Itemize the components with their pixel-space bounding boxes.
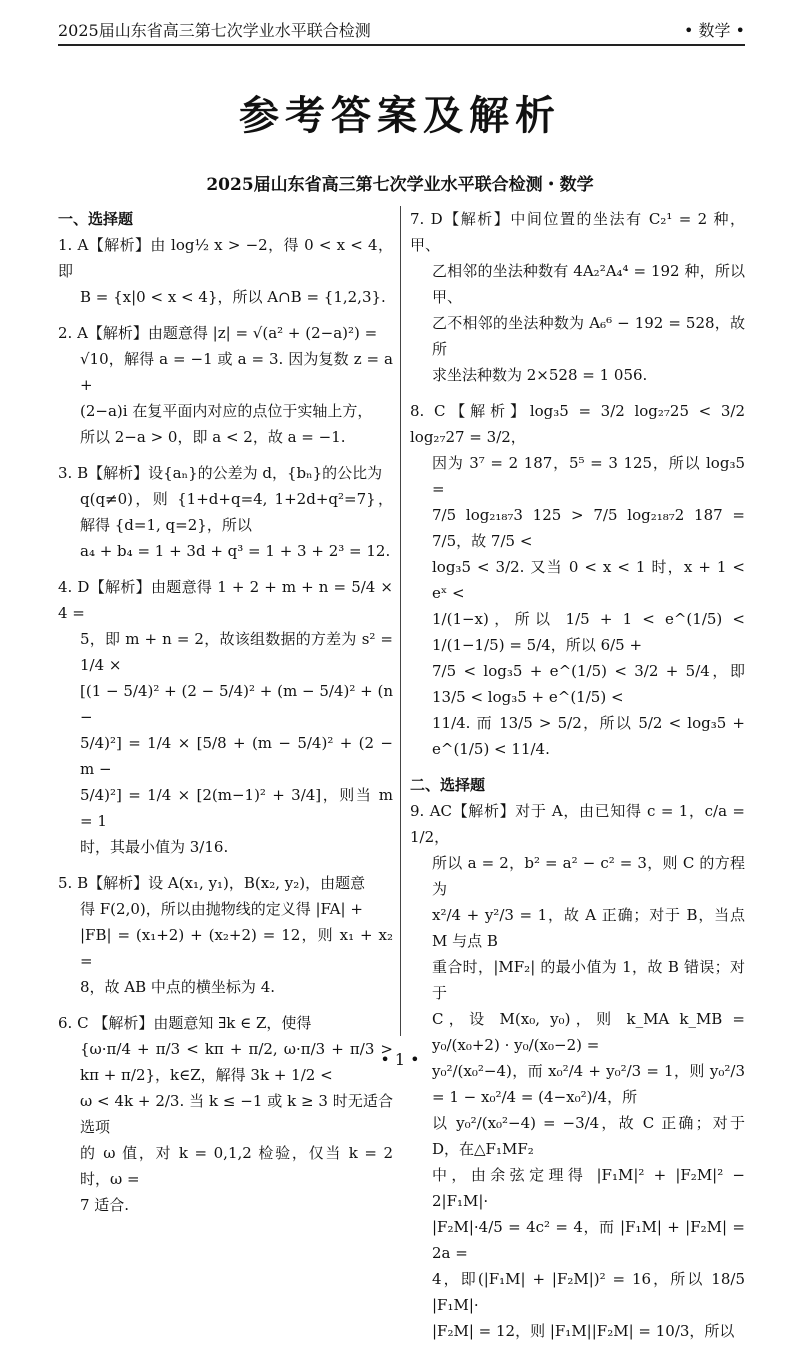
answer-line: 时，其最小值为 3/16. xyxy=(80,838,229,856)
answer-line: 以 y₀²/(x₀²−4) = −3/4，故 C 正确；对于 D，在△F₁MF₂ xyxy=(432,1114,745,1158)
answer-line: C，设 M(x₀, y₀)，则 k_MA k_MB = y₀/(x₀+2) · y₀/(x₀−2) = xyxy=(432,1010,745,1054)
answer-line: (2−a)i 在复平面内对应的点位于实轴上方， xyxy=(80,402,373,420)
section-heading-multi-choice: 二、选择题 xyxy=(410,776,486,794)
page-number: • 1 • xyxy=(380,1050,420,1069)
answer-line: 7/5 log₂₁₈₇3 125 > 7/5 log₂₁₈₇2 187 = 7/5，故 7/5 < xyxy=(432,506,745,550)
answer-line: 5/4)²] = 1/4 × [5/8 + (m − 5/4)² + (2 − m − xyxy=(80,734,393,778)
answer-line: q(q≠0)，则 {1+d+q=4, 1+2d+q²=7}，解得 {d=1, q=2}，所以 xyxy=(80,490,393,534)
answer-line: a₄ + b₄ = 1 + 3d + q³ = 1 + 3 + 2³ = 12. xyxy=(80,542,391,560)
answer-line: 5，即 m + n = 2，故该组数据的方差为 s² = 1/4 × xyxy=(80,630,393,674)
answer-line: {ω·π/4 + π/3 < kπ + π/2, ω·π/3 + π/3 > kπ + π/2}，k∈Z，解得 3k + 1/2 < xyxy=(80,1040,393,1084)
answer-line: 6. C 【解析】由题意知 ∃k ∈ Z，使得 xyxy=(58,1014,312,1032)
answer-line: 4. D【解析】由题意得 1 + 2 + m + n = 5/4 × 4 = xyxy=(58,578,393,622)
answer-line: [(1 − 5/4)² + (2 − 5/4)² + (m − 5/4)² + (n − xyxy=(80,682,393,726)
answer-line: 9. AC【解析】对于 A，由已知得 c = 1，c/a = 1/2， xyxy=(410,802,745,846)
answer-line: 的 ω 值，对 k = 0,1,2 检验，仅当 k = 2 时，ω = xyxy=(80,1144,393,1188)
answer-line: 8，故 AB 中点的横坐标为 4. xyxy=(80,978,276,996)
page-header xyxy=(58,14,745,44)
answer-item-7 xyxy=(410,206,745,388)
answer-line: 1. A【解析】由 log½ x > −2，得 0 < x < 4，即 xyxy=(58,236,393,280)
page-title: 参考答案及解析 xyxy=(239,93,561,139)
answer-line: 4，即(|F₁M| + |F₂M|)² = 16，所以 18/5 |F₁M|· xyxy=(432,1270,745,1314)
answer-line: 3. B【解析】设{aₙ}的公差为 d，{bₙ}的公比为 xyxy=(58,464,383,482)
answer-line: 乙不相邻的坐法种数为 A₆⁶ − 192 = 528，故所 xyxy=(432,314,745,358)
answer-line: |F₂M|·4/5 = 4c² = 4，而 |F₁M| + |F₂M| = 2a = xyxy=(432,1218,745,1262)
answer-line: 因为 3⁷ = 2 187，5⁵ = 3 125，所以 log₃5 = xyxy=(432,454,745,498)
answer-line: 求坐法种数为 2×528 = 1 056. xyxy=(432,366,648,384)
answer-line: ω < 4k + 2/3. 当 k ≤ −1 或 k ≥ 3 时无适合选项 xyxy=(80,1092,393,1136)
answer-line: B = {x|0 < x < 4}，所以 A∩B = {1,2,3}. xyxy=(80,288,386,306)
answer-item-9 xyxy=(410,798,745,1344)
answer-line: 重合时，|MF₂| 的最小值为 1，故 B 错误；对于 xyxy=(432,958,745,1002)
answer-line: 7 适合. xyxy=(80,1196,130,1214)
answer-item-2 xyxy=(58,320,393,450)
answer-item-6 xyxy=(58,1010,393,1218)
left-column xyxy=(58,206,393,1228)
answer-line: 7/5 < log₃5 + e^(1/5) < 3/2 + 5/4，即 13/5 < log₃5 + e^(1/5) < xyxy=(432,662,745,706)
answer-line: 5/4)²] = 1/4 × [2(m−1)² + 3/4]，则当 m = 1 xyxy=(80,786,393,830)
answer-line: 8. C【解析】log₃5 = 3/2 log₂₇25 < 3/2 log₂₇27 = 3/2， xyxy=(410,402,745,446)
answer-line: y₀²/(x₀²−4)，而 x₀²/4 + y₀²/3 = 1，则 y₀²/3 = 1 − x₀²/4 = (4−x₀²)/4，所 xyxy=(432,1062,745,1106)
answer-line: 得 F(2,0)，所以由抛物线的定义得 |FA| + xyxy=(80,900,363,918)
answer-item-5 xyxy=(58,870,393,1000)
answer-item-4 xyxy=(58,574,393,860)
answer-line: 11/4. 而 13/5 > 5/2，所以 5/2 < log₃5 + e^(1/5) < 11/4. xyxy=(432,714,745,758)
answer-item-3 xyxy=(58,460,393,564)
header-exam-name: 2025届山东省高三第七次学业水平联合检测 xyxy=(58,20,371,40)
answer-line: |FB| = (x₁+2) + (x₂+2) = 12，则 x₁ + x₂ = xyxy=(80,926,393,970)
answer-item-1 xyxy=(58,232,393,310)
header-subject: • 数学 • xyxy=(683,20,745,40)
answer-line: 7. D【解析】中间位置的坐法有 C₂¹ = 2 种，甲、 xyxy=(410,210,745,254)
answer-line: 所以 a = 2，b² = a² − c² = 3，则 C 的方程为 xyxy=(432,854,745,898)
answer-line: 中，由余弦定理得 |F₁M|² + |F₂M|² − 2|F₁M|· xyxy=(432,1166,745,1210)
answer-item-8 xyxy=(410,398,745,762)
page-subtitle: 2025届山东省高三第七次学业水平联合检测・数学 xyxy=(206,175,594,195)
answer-line: 5. B【解析】设 A(x₁, y₁)，B(x₂, y₂)，由题意 xyxy=(58,874,366,892)
answer-line: √10，解得 a = −1 或 a = 3. 因为复数 z = a + xyxy=(80,350,393,394)
answer-line: log₃5 < 3/2. 又当 0 < x < 1 时，x + 1 < eˣ < xyxy=(432,558,745,602)
column-divider xyxy=(400,206,401,1036)
answer-line: 乙相邻的坐法种数有 4A₂²A₄⁴ = 192 种，所以甲、 xyxy=(432,262,745,306)
answer-line: 所以 2−a > 0，即 a < 2，故 a = −1. xyxy=(80,428,346,446)
section-heading-choice: 一、选择题 xyxy=(58,210,134,228)
answer-line: 2. A【解析】由题意得 |z| = √(a² + (2−a)²) = xyxy=(58,324,378,342)
answer-line: |F₂M| = 12，则 |F₁M||F₂M| = 10/3，所以 xyxy=(432,1322,735,1340)
header-rule xyxy=(58,44,745,46)
answer-line: 1/(1−x)，所以 1/5 + 1 < e^(1/5) < 1/(1−1/5) = 5/4，所以 6/5 + xyxy=(432,610,745,654)
right-column xyxy=(410,206,745,1354)
answer-line: x²/4 + y²/3 = 1，故 A 正确；对于 B，当点 M 与点 B xyxy=(432,906,745,950)
